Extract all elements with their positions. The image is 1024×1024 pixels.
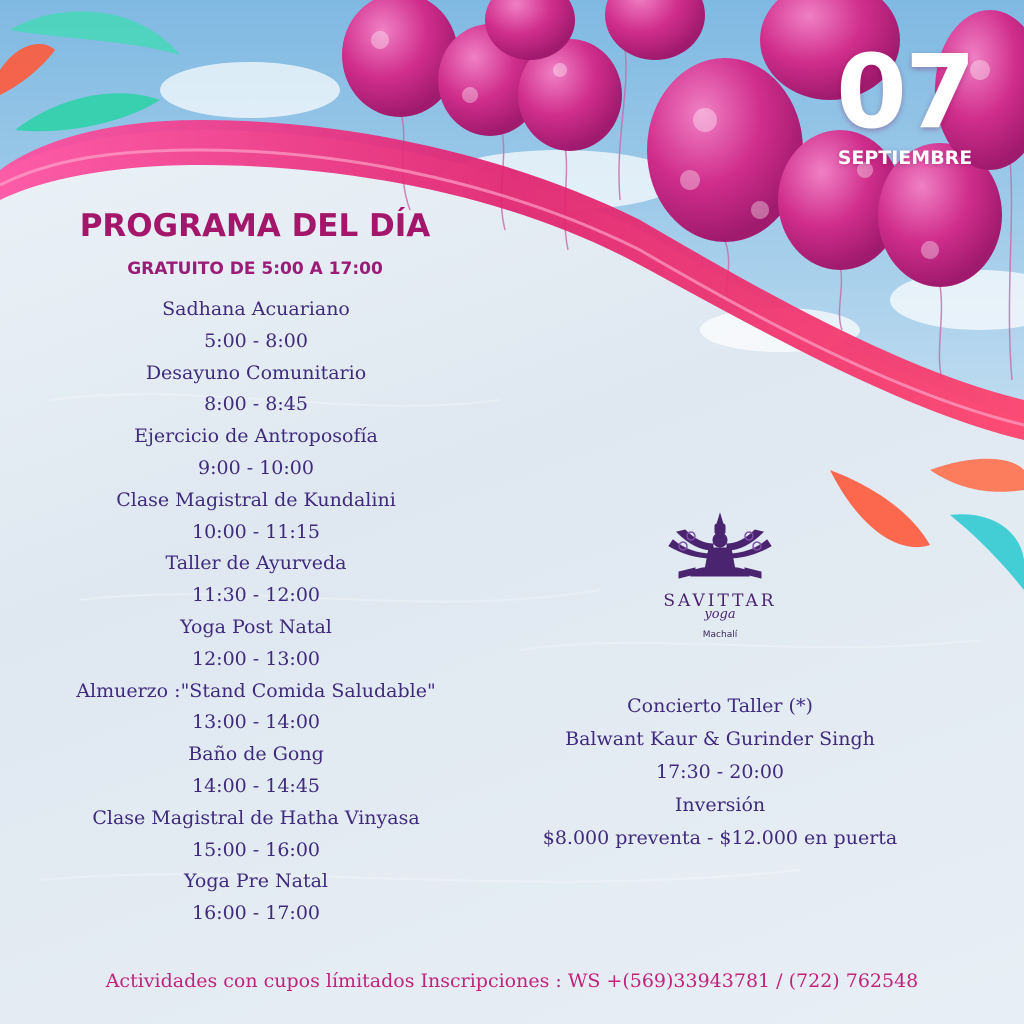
schedule-item-time: 16:00 - 17:00	[191, 902, 320, 925]
schedule-item-time: 9:00 - 10:00	[198, 456, 314, 479]
schedule-item-time: 14:00 - 14:45	[191, 774, 320, 797]
schedule-item-name: Ejercicio de Antroposofía	[134, 425, 378, 448]
concert-price: $8.000 preventa - $12.000 en puerta	[542, 827, 898, 849]
schedule-item-time: 15:00 - 16:00	[191, 838, 320, 861]
concert-artists: Balwant Kaur & Gurinder Singh	[565, 728, 875, 750]
concert-price-label: Inversión	[674, 794, 766, 816]
schedule-item-time: 8:00 - 8:45	[204, 393, 308, 416]
deity-icon	[665, 510, 775, 586]
schedule-item-time: 13:00 - 14:00	[191, 711, 320, 734]
schedule-item-time: 11:30 - 12:00	[191, 584, 320, 607]
date-day: 07	[836, 33, 974, 152]
feather-shape	[930, 459, 1024, 492]
program-subtitle: GRATUITO DE 5:00 A 17:00	[127, 259, 383, 279]
concert-title: Concierto Taller (*)	[627, 695, 813, 717]
schedule-item-time: 5:00 - 8:00	[204, 329, 308, 352]
logo-city: Machalí	[702, 630, 738, 640]
feather-shape	[950, 514, 1024, 590]
concert-block	[530, 690, 910, 855]
schedule-item-name: Yoga Post Natal	[180, 615, 332, 638]
logo-subtitle: yoga	[704, 607, 736, 622]
program-title: PROGRAMA DEL DÍA	[79, 208, 431, 244]
date-month: SEPTIEMBRE	[837, 147, 973, 169]
logo-name: SAVITTAR	[663, 591, 777, 611]
schedule-item-time: 10:00 - 11:15	[191, 520, 320, 543]
schedule-list	[30, 294, 482, 930]
schedule-item-name: Baño de Gong	[188, 743, 324, 766]
schedule-item-name: Clase Magistral de Kundalini	[116, 488, 396, 511]
footer-contact: Actividades con cupos límitados Inscripciones : WS +(569)33943781 / (722) 762548	[105, 970, 919, 992]
concert-time: 17:30 - 20:00	[655, 761, 784, 783]
schedule-item-name: Clase Magistral de Hatha Vinyasa	[92, 806, 420, 829]
schedule-item-name: Desayuno Comunitario	[145, 361, 367, 384]
feather-shape	[830, 470, 930, 547]
schedule-item-name: Yoga Pre Natal	[183, 870, 328, 893]
schedule-item-time: 12:00 - 13:00	[191, 647, 320, 670]
schedule-item-name: Almuerzo :"Stand Comida Saludable"	[76, 679, 436, 702]
logo	[660, 510, 780, 650]
schedule-item-name: Taller de Ayurveda	[165, 552, 347, 575]
schedule-item-name: Sadhana Acuariano	[162, 298, 350, 320]
